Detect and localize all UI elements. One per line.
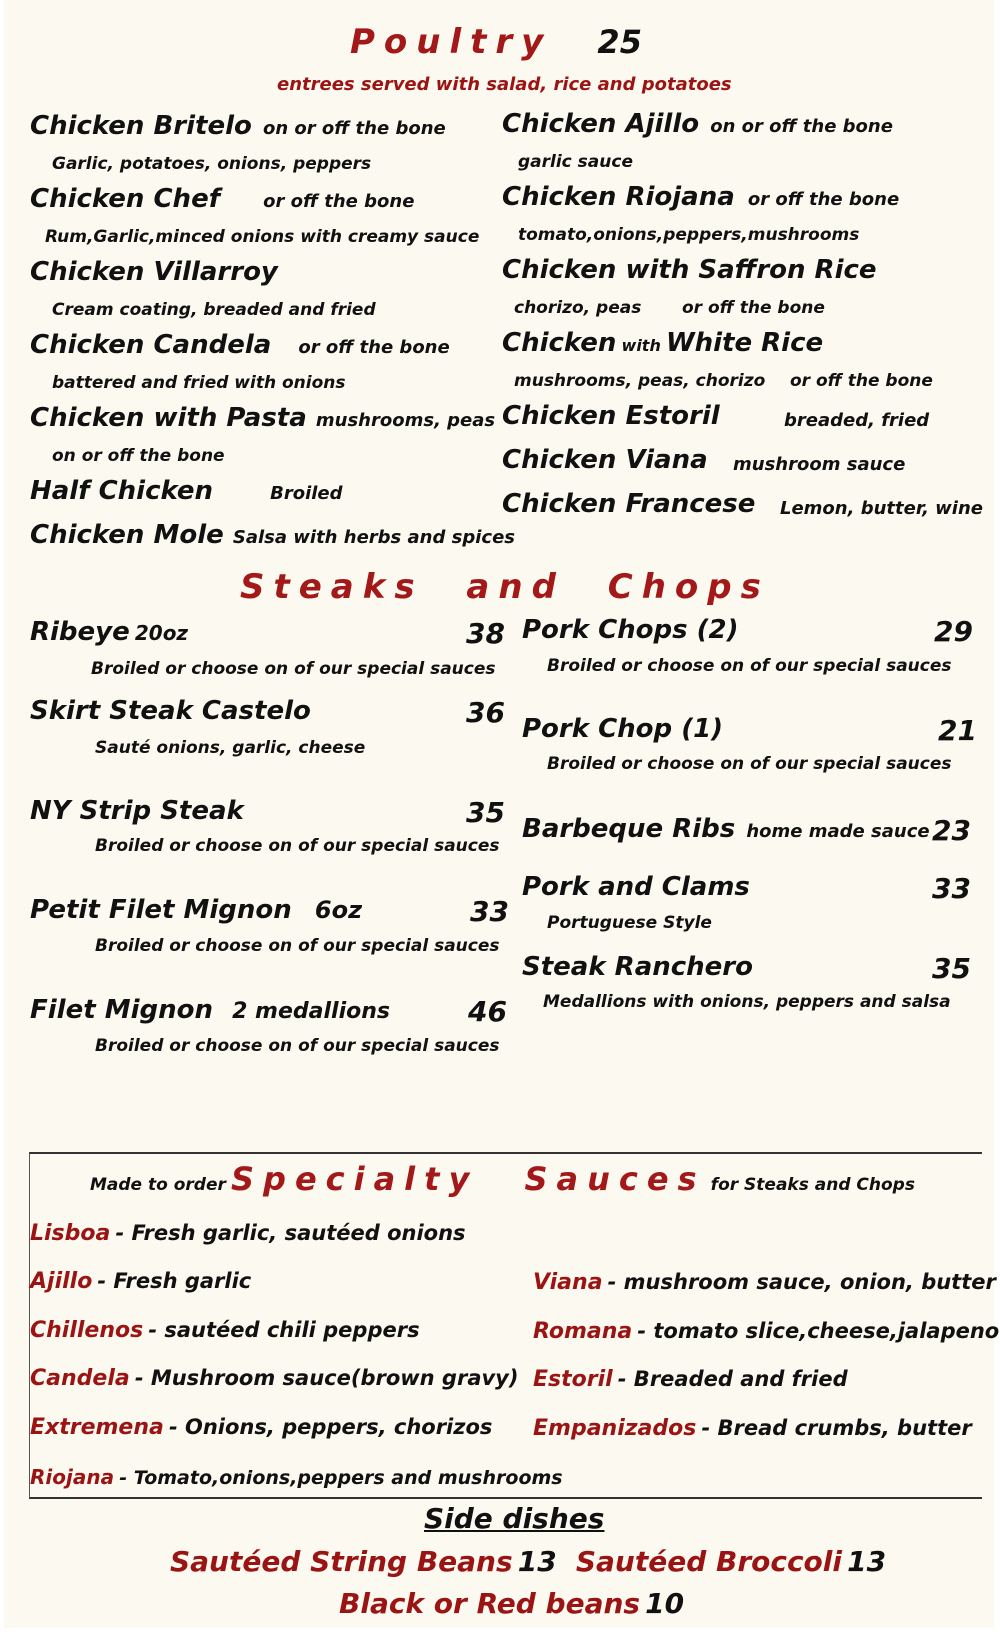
- steak-item: [30, 617, 188, 647]
- item-note: Broiled: [270, 483, 343, 504]
- sauce-desc: - mushroom sauce, onion, butter: [607, 1270, 996, 1294]
- sauce-name: Romana: [533, 1319, 633, 1344]
- item-desc: garlic sauce: [518, 152, 633, 172]
- item-desc: Broiled or choose on of our special sauces: [547, 754, 952, 774]
- item-name: Barbeque Ribs: [522, 814, 736, 844]
- sides-title: Side dishes: [424, 1502, 605, 1535]
- sauce-item: [30, 1318, 420, 1343]
- item-price: 23: [932, 814, 971, 847]
- item-note: Lemon, butter, wine: [780, 498, 983, 519]
- item-note: home made sauce: [746, 821, 930, 842]
- item-name: Pork Chop (1): [522, 714, 724, 744]
- sauce-desc: - tomato slice,cheese,jalapeno: [637, 1319, 1000, 1343]
- sauces-suffix: for Steaks and Chops: [710, 1175, 915, 1195]
- sauce-name: Chillenos: [30, 1318, 144, 1343]
- item-name: Half Chicken: [30, 476, 214, 506]
- steak-item: [522, 615, 739, 645]
- sauce-item: [30, 1269, 251, 1294]
- poultry-item: [502, 182, 899, 212]
- steak-item: [522, 872, 750, 902]
- item-price: 33: [932, 872, 971, 905]
- side-price: 13: [517, 1545, 557, 1578]
- item-price: 36: [466, 696, 505, 729]
- sauce-item: [30, 1221, 466, 1246]
- sauce-item: [30, 1465, 563, 1489]
- steak-item: [30, 796, 244, 826]
- poultry-item: [30, 330, 450, 360]
- item-name: Chicken Chef: [30, 184, 221, 214]
- item-desc: Portuguese Style: [547, 913, 712, 933]
- item-price: 33: [470, 895, 509, 928]
- sauce-desc: - Mushroom sauce(brown gravy): [134, 1366, 519, 1390]
- steaks-title: Steaks and Chops: [240, 567, 770, 607]
- item-note: or off the bone: [298, 337, 450, 358]
- item-desc: chorizo, peas: [514, 298, 642, 318]
- item-note: Salsa with herbs and spices: [232, 527, 515, 548]
- item-price: 38: [466, 617, 505, 650]
- sauce-item: [533, 1367, 848, 1392]
- sauces-header: [90, 1160, 915, 1198]
- sauce-name: Ajillo: [30, 1269, 93, 1294]
- item-name: Steak Ranchero: [522, 952, 753, 982]
- poultry-item: [30, 257, 278, 287]
- item-note: 2 medallions: [232, 999, 390, 1024]
- item-desc: Sauté onions, garlic, cheese: [95, 738, 366, 758]
- item-note: or off the bone: [747, 189, 900, 210]
- poultry-item: [502, 255, 877, 285]
- sauce-desc: - Fresh garlic, sautéed onions: [115, 1221, 466, 1245]
- sauce-name: Viana: [533, 1270, 603, 1295]
- side-price: 13: [847, 1545, 887, 1578]
- item-name: Chicken Viana: [502, 445, 708, 475]
- item-name: Chicken Francese: [502, 489, 756, 519]
- item-price: 29: [934, 615, 973, 648]
- item-price: 46: [468, 995, 507, 1028]
- poultry-item: [30, 476, 343, 506]
- item-note: or off the bone: [263, 191, 415, 212]
- poultry-title: Poultry: [350, 22, 553, 62]
- item-name: Petit Filet Mignon: [30, 895, 292, 925]
- item-name: Filet Mignon: [30, 995, 213, 1025]
- item-name: Chicken Estoril: [502, 401, 720, 431]
- item-desc: Broiled or choose on of our special sauces: [91, 659, 496, 679]
- sauce-desc: - Bread crumbs, butter: [701, 1416, 972, 1440]
- item-name: Chicken: [502, 328, 617, 358]
- item-desc: battered and fried with onions: [52, 373, 346, 393]
- sauce-item: [533, 1416, 972, 1441]
- side-row: [170, 1545, 886, 1578]
- item-desc: or off the bone: [790, 371, 933, 391]
- sauce-desc: - Breaded and fried: [617, 1367, 848, 1391]
- item-name: Skirt Steak Castelo: [30, 696, 311, 726]
- side-name: Sautéed String Beans: [170, 1545, 513, 1578]
- sauce-name: Extremena: [30, 1415, 164, 1440]
- item-desc: on or off the bone: [52, 446, 225, 466]
- poultry-subtitle: entrees served with salad, rice and potatoes: [277, 74, 732, 95]
- sauce-name: Riojana: [30, 1465, 115, 1489]
- item-note: mushroom sauce: [733, 454, 906, 475]
- steak-item: [522, 814, 930, 844]
- sauce-item: [30, 1366, 518, 1391]
- item-desc: Broiled or choose on of our special sauces: [95, 936, 500, 956]
- steak-item: [30, 995, 390, 1025]
- item-desc: Broiled or choose on of our special sauces: [95, 836, 500, 856]
- item-name: Chicken with Saffron Rice: [502, 255, 877, 285]
- item-name: Pork and Clams: [522, 872, 750, 902]
- item-name: Chicken Ajillo: [502, 109, 700, 139]
- item-desc: tomato,onions,peppers,mushrooms: [518, 225, 860, 245]
- poultry-item: [30, 520, 515, 550]
- side-row: [339, 1587, 684, 1620]
- sauce-name: Empanizados: [533, 1416, 697, 1441]
- poultry-item: [502, 445, 708, 475]
- item-desc: or off the bone: [682, 298, 825, 318]
- sauce-desc: - Fresh garlic: [97, 1269, 252, 1293]
- poultry-item: [502, 109, 893, 139]
- sauce-desc: - sautéed chili peppers: [148, 1318, 420, 1342]
- item-price: 21: [938, 714, 977, 747]
- poultry-item: [502, 328, 823, 358]
- item-desc: Broiled or choose on of our special sauces: [95, 1036, 500, 1056]
- item-desc: Garlic, potatoes, onions, peppers: [52, 154, 372, 174]
- item-note: 20oz: [134, 621, 189, 645]
- item-note: on or off the bone: [262, 118, 446, 139]
- item-name-connector: with: [621, 336, 661, 355]
- poultry-item: [30, 184, 414, 214]
- poultry-item: [502, 489, 755, 519]
- item-desc: mushrooms, peas, chorizo: [514, 371, 766, 391]
- sauce-item: [30, 1415, 492, 1440]
- item-name: Chicken Britelo: [30, 111, 252, 141]
- item-note: on or off the bone: [710, 116, 893, 137]
- steak-item: [30, 696, 311, 726]
- item-price: 35: [932, 952, 971, 985]
- steak-item: [522, 952, 753, 982]
- item-name: Chicken Mole: [30, 520, 224, 550]
- item-name: Pork Chops (2): [522, 615, 739, 645]
- sauces-title: Specialty Sauces: [230, 1160, 706, 1198]
- item-price: 35: [466, 796, 505, 829]
- poultry-price: 25: [597, 23, 642, 61]
- item-name: White Rice: [665, 328, 824, 358]
- item-name: Chicken Riojana: [502, 182, 735, 212]
- steak-item: [30, 895, 362, 925]
- side-name: Black or Red beans: [339, 1587, 641, 1620]
- poultry-item: [502, 401, 720, 431]
- sauce-desc: - Tomato,onions,peppers and mushrooms: [119, 1467, 563, 1489]
- item-name: NY Strip Steak: [30, 796, 244, 826]
- sauces-prefix: Made to order: [90, 1175, 226, 1195]
- poultry-item: [30, 403, 495, 433]
- item-desc: Medallions with onions, peppers and salsa: [543, 992, 951, 1012]
- item-note: mushrooms, peas: [315, 410, 496, 431]
- item-name: Chicken Candela: [30, 330, 272, 360]
- sauce-name: Candela: [30, 1366, 130, 1391]
- item-name: Chicken with Pasta: [30, 403, 307, 433]
- sauce-name: Estoril: [533, 1367, 613, 1392]
- side-name: Sautéed Broccoli: [575, 1545, 842, 1578]
- item-note: breaded, fried: [784, 410, 930, 431]
- sauce-desc: - Onions, peppers, chorizos: [168, 1415, 493, 1439]
- poultry-item: [30, 111, 446, 141]
- poultry-header: [350, 22, 642, 62]
- item-name: Chicken Villarroy: [30, 257, 278, 287]
- item-name: Ribeye: [30, 617, 130, 647]
- item-desc: Rum,Garlic,minced onions with creamy sauce: [45, 227, 480, 247]
- item-desc: Cream coating, breaded and fried: [52, 300, 376, 320]
- sauce-name: Lisboa: [30, 1221, 111, 1246]
- item-note: 6oz: [314, 896, 363, 924]
- steak-item: [522, 714, 723, 744]
- sauce-item: [533, 1270, 996, 1295]
- side-price: 10: [645, 1587, 685, 1620]
- item-desc: Broiled or choose on of our special sauces: [547, 656, 952, 676]
- sauce-item: [533, 1319, 999, 1344]
